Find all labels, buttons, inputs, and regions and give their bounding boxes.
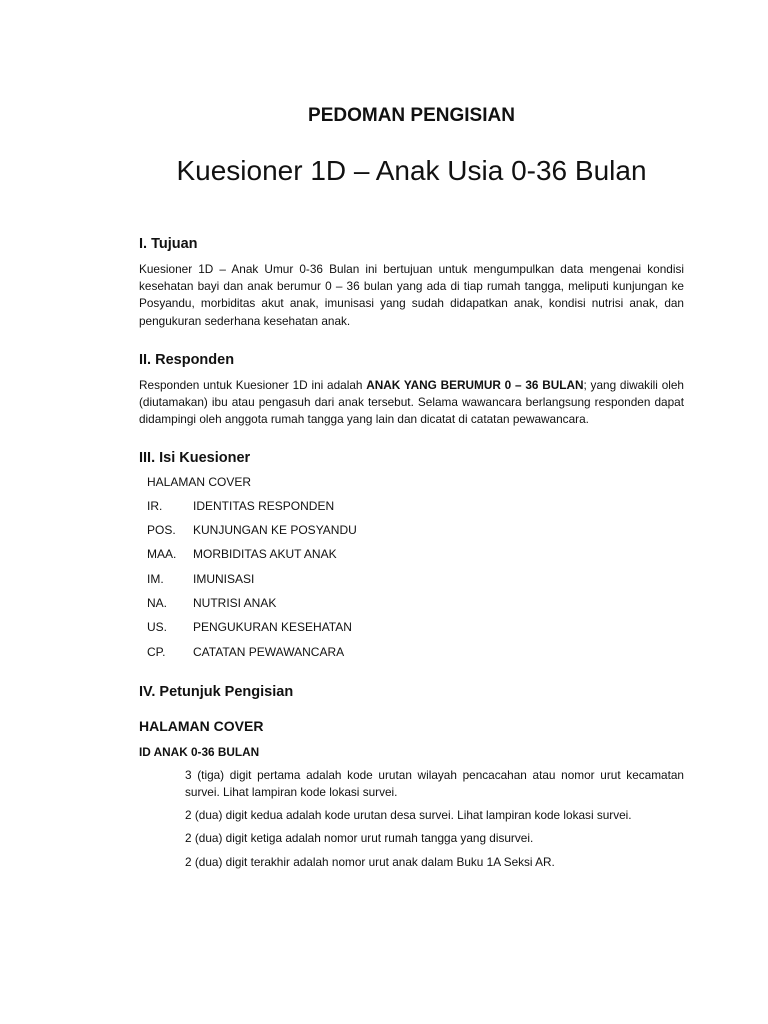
document-kicker: PEDOMAN PENGISIAN	[308, 105, 515, 126]
tujuan-paragraph: Kuesioner 1D – Anak Umur 0-36 Bulan ini bertujuan untuk mengumpulkan data mengenai kondisi kesehatan bayi dan anak berumur 0 – 36 bulan yang ada di tiap rumah tangga, meliputi kunjungan ke Posyandu, morbiditas akut anak, imunisasi yang sudah didapatkan anak, kondisi nutrisi anak, dan pengukuran sederhana kesehatan anak.	[139, 262, 684, 328]
section-tujuan	[139, 188, 684, 330]
petunjuk-paragraph: 2 (dua) digit terakhir adalah nomor urut anak dalam Buku 1A Seksi AR.	[185, 854, 555, 869]
id-anak-heading: ID ANAK 0-36 BULAN	[139, 744, 260, 759]
petunjuk-paragraph: 2 (dua) digit ketiga adalah nomor urut rumah tangga yang disurvei.	[185, 831, 534, 846]
contents-item-code: US.	[147, 620, 168, 635]
contents-list	[139, 469, 684, 663]
contents-item-code: IR.	[147, 498, 163, 513]
document-title: Kuesioner 1D – Anak Usia 0-36 Bulan	[176, 155, 647, 186]
responden-paragraph	[139, 377, 684, 429]
contents-item-label: CATATAN PEWAWANCARA	[193, 644, 345, 659]
contents-item-label: KUNJUNGAN KE POSYANDU	[193, 523, 357, 538]
section-isi-kuesioner	[139, 428, 684, 663]
section-heading-responden: II. Responden	[139, 351, 235, 368]
contents-item	[139, 494, 684, 518]
responden-text-start: Responden untuk Kuesioner 1D ini adalah	[139, 377, 367, 392]
contents-item	[139, 615, 684, 639]
petunjuk-paragraph: 3 (tiga) digit pertama adalah kode urutan wilayah pencacahan atau nomor urut kecamatan survei. Lihat lampiran kode lokasi survei.	[185, 767, 684, 799]
contents-item-code: IM.	[147, 571, 164, 586]
contents-item	[139, 542, 684, 566]
petunjuk-paragraph: 2 (dua) digit kedua adalah kode urutan desa survei. Lihat lampiran kode lokasi survei.	[185, 808, 632, 823]
section-petunjuk	[139, 664, 684, 871]
responden-text-end: ; yang diwakili oleh (diutamakan) ibu atau pengasuh dari anak tersebut. Selama wawancara berlangsung responden dapat didampingi oleh anggota rumah tangga yang lain dan dicatat di catatan pewawancara.	[139, 377, 684, 427]
contents-item-code: NA.	[147, 596, 168, 611]
contents-item	[139, 518, 684, 542]
contents-item-label: MORBIDITAS AKUT ANAK	[193, 547, 337, 562]
contents-item-label: IDENTITAS RESPONDEN	[193, 498, 335, 513]
contents-item-cover	[139, 469, 684, 493]
contents-item-label: HALAMAN COVER	[147, 474, 252, 489]
contents-item-label: NUTRISI ANAK	[193, 596, 277, 611]
contents-item	[139, 567, 684, 591]
document-header	[0, 0, 768, 188]
petunjuk-subheading: HALAMAN COVER	[139, 717, 264, 734]
contents-item-code: MAA.	[147, 547, 177, 562]
responden-text-emphasis: ANAK YANG BERUMUR 0 – 36 BULAN	[366, 377, 584, 392]
contents-item-code: CP.	[147, 644, 166, 659]
section-heading-petunjuk: IV. Petunjuk Pengisian	[139, 683, 294, 700]
contents-item-code: POS.	[147, 523, 176, 538]
section-heading-tujuan: I. Tujuan	[139, 236, 198, 252]
contents-item-label: IMUNISASI	[193, 571, 255, 586]
section-responden	[139, 330, 684, 429]
contents-item-label: PENGUKURAN KESEHATAN	[193, 620, 352, 635]
section-heading-isi: III. Isi Kuesioner	[139, 450, 251, 467]
contents-item	[139, 591, 684, 615]
contents-item	[139, 640, 684, 664]
